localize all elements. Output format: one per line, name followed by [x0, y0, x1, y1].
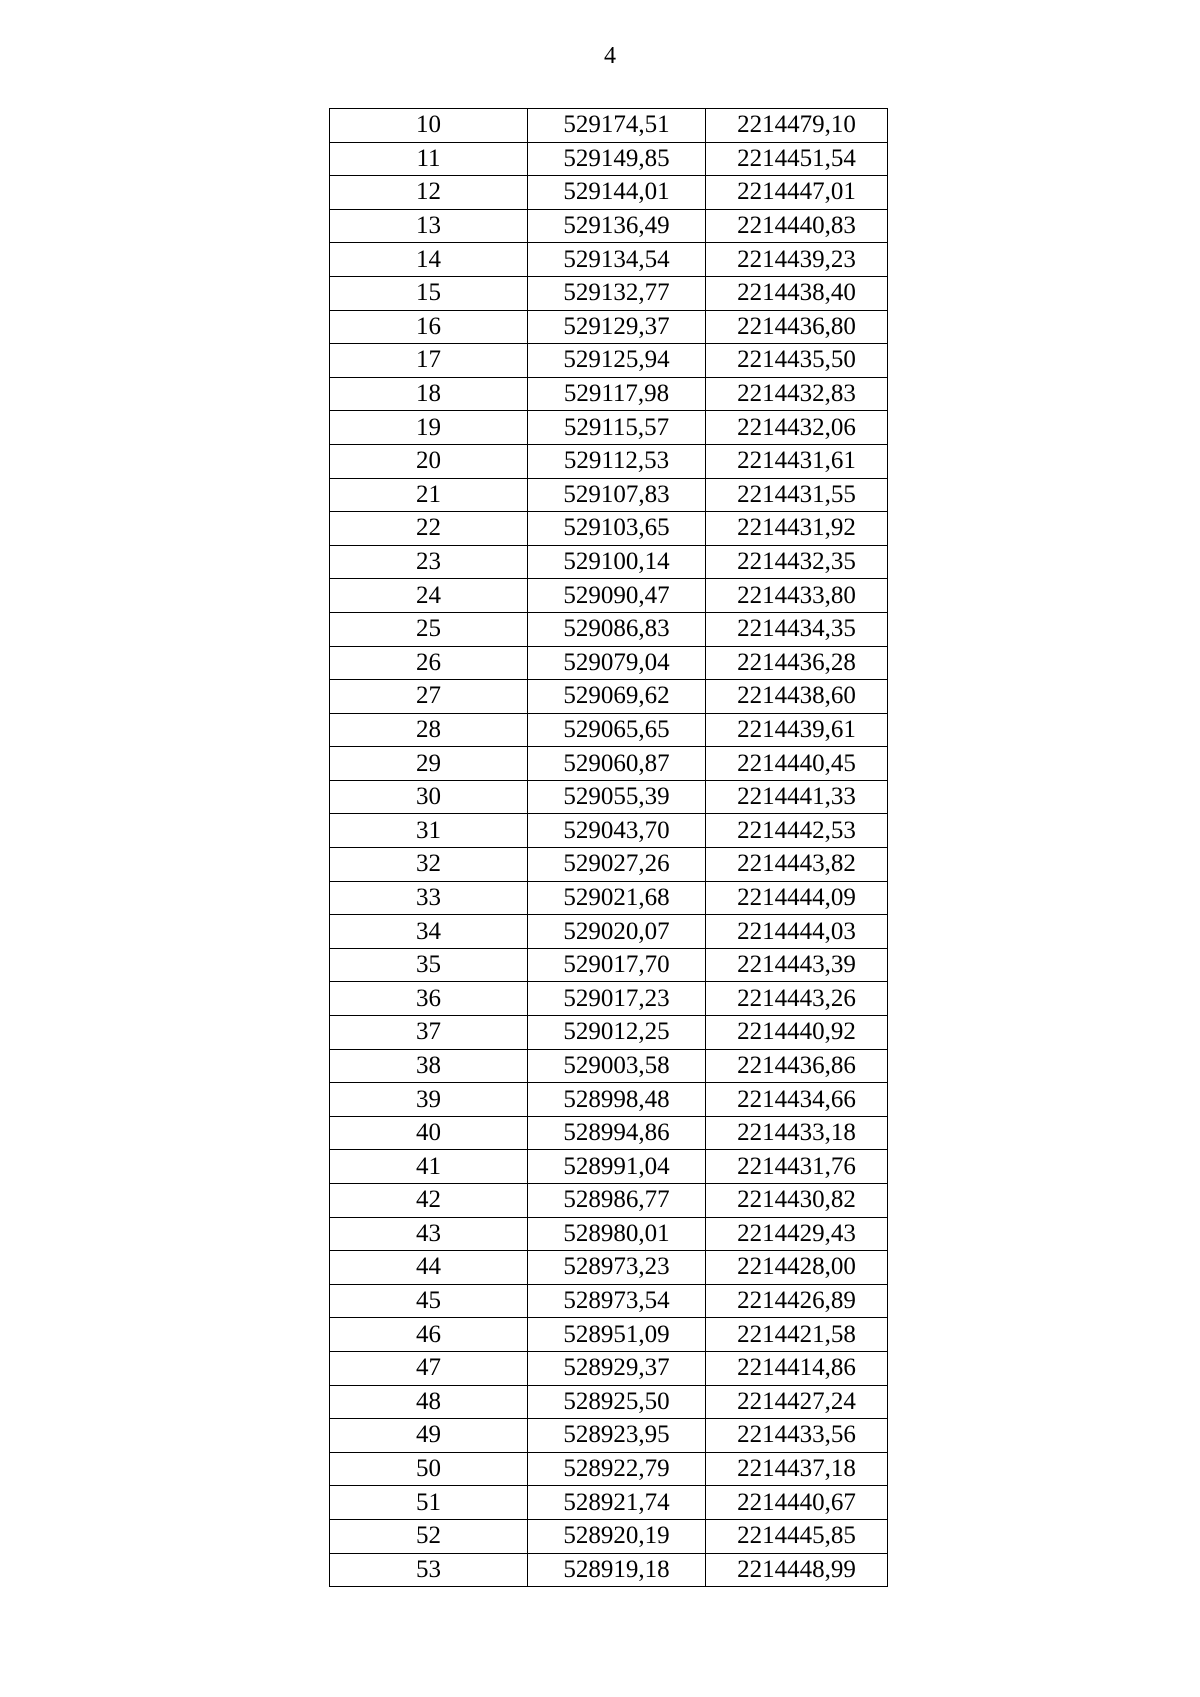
table-row: [330, 411, 888, 445]
point-number-cell: 51: [330, 1486, 528, 1520]
x-coordinate-cell: 529117,98: [528, 377, 706, 411]
point-number-cell: 21: [330, 478, 528, 512]
x-coordinate-cell: 529100,14: [528, 545, 706, 579]
y-coordinate-cell: 2214444,09: [706, 881, 888, 915]
table-row: [330, 1486, 888, 1520]
table-row: [330, 1251, 888, 1285]
table-row: [330, 377, 888, 411]
table-row: [330, 142, 888, 176]
point-number-cell: 41: [330, 1150, 528, 1184]
point-number-cell: 46: [330, 1318, 528, 1352]
y-coordinate-cell: 2214426,89: [706, 1284, 888, 1318]
y-coordinate-cell: 2214447,01: [706, 176, 888, 210]
y-coordinate-cell: 2214432,35: [706, 545, 888, 579]
y-coordinate-cell: 2214435,50: [706, 344, 888, 378]
y-coordinate-cell: 2214431,92: [706, 512, 888, 546]
point-number-cell: 20: [330, 444, 528, 478]
table-row: [330, 948, 888, 982]
table-row: [330, 1385, 888, 1419]
point-number-cell: 33: [330, 881, 528, 915]
coordinates-table: [329, 108, 888, 1587]
x-coordinate-cell: 528923,95: [528, 1419, 706, 1453]
y-coordinate-cell: 2214445,85: [706, 1519, 888, 1553]
y-coordinate-cell: 2214431,61: [706, 444, 888, 478]
point-number-cell: 44: [330, 1251, 528, 1285]
table-row: [330, 1284, 888, 1318]
y-coordinate-cell: 2214444,03: [706, 915, 888, 949]
y-coordinate-cell: 2214436,80: [706, 310, 888, 344]
table-row: [330, 1083, 888, 1117]
point-number-cell: 29: [330, 747, 528, 781]
table-row: [330, 1116, 888, 1150]
table-row: [330, 1049, 888, 1083]
table-row: [330, 579, 888, 613]
point-number-cell: 49: [330, 1419, 528, 1453]
x-coordinate-cell: 529103,65: [528, 512, 706, 546]
point-number-cell: 47: [330, 1351, 528, 1385]
point-number-cell: 31: [330, 814, 528, 848]
x-coordinate-cell: 528980,01: [528, 1217, 706, 1251]
x-coordinate-cell: 528920,19: [528, 1519, 706, 1553]
point-number-cell: 53: [330, 1553, 528, 1587]
point-number-cell: 15: [330, 276, 528, 310]
table-row: [330, 1553, 888, 1587]
x-coordinate-cell: 529107,83: [528, 478, 706, 512]
point-number-cell: 13: [330, 209, 528, 243]
table-row: [330, 713, 888, 747]
table-row: [330, 848, 888, 882]
y-coordinate-cell: 2214442,53: [706, 814, 888, 848]
table-row: [330, 176, 888, 210]
table-row: [330, 545, 888, 579]
y-coordinate-cell: 2214439,23: [706, 243, 888, 277]
point-number-cell: 10: [330, 109, 528, 143]
point-number-cell: 19: [330, 411, 528, 445]
y-coordinate-cell: 2214443,82: [706, 848, 888, 882]
x-coordinate-cell: 528929,37: [528, 1351, 706, 1385]
y-coordinate-cell: 2214440,83: [706, 209, 888, 243]
y-coordinate-cell: 2214427,24: [706, 1385, 888, 1419]
y-coordinate-cell: 2214451,54: [706, 142, 888, 176]
table-row: [330, 512, 888, 546]
table-row: [330, 814, 888, 848]
x-coordinate-cell: 529132,77: [528, 276, 706, 310]
y-coordinate-cell: 2214431,76: [706, 1150, 888, 1184]
y-coordinate-cell: 2214433,18: [706, 1116, 888, 1150]
x-coordinate-cell: 529115,57: [528, 411, 706, 445]
table-row: [330, 982, 888, 1016]
x-coordinate-cell: 529021,68: [528, 881, 706, 915]
x-coordinate-cell: 529144,01: [528, 176, 706, 210]
point-number-cell: 27: [330, 680, 528, 714]
point-number-cell: 43: [330, 1217, 528, 1251]
point-number-cell: 45: [330, 1284, 528, 1318]
y-coordinate-cell: 2214437,18: [706, 1452, 888, 1486]
y-coordinate-cell: 2214434,35: [706, 612, 888, 646]
point-number-cell: 17: [330, 344, 528, 378]
y-coordinate-cell: 2214414,86: [706, 1351, 888, 1385]
x-coordinate-cell: 529017,23: [528, 982, 706, 1016]
point-number-cell: 14: [330, 243, 528, 277]
y-coordinate-cell: 2214448,99: [706, 1553, 888, 1587]
x-coordinate-cell: 529136,49: [528, 209, 706, 243]
point-number-cell: 25: [330, 612, 528, 646]
y-coordinate-cell: 2214421,58: [706, 1318, 888, 1352]
table-row: [330, 1519, 888, 1553]
x-coordinate-cell: 529043,70: [528, 814, 706, 848]
table-row: [330, 209, 888, 243]
table-row: [330, 1217, 888, 1251]
point-number-cell: 42: [330, 1184, 528, 1218]
point-number-cell: 34: [330, 915, 528, 949]
point-number-cell: 23: [330, 545, 528, 579]
x-coordinate-cell: 529020,07: [528, 915, 706, 949]
table-row: [330, 444, 888, 478]
table-row: [330, 109, 888, 143]
y-coordinate-cell: 2214479,10: [706, 109, 888, 143]
x-coordinate-cell: 529086,83: [528, 612, 706, 646]
point-number-cell: 36: [330, 982, 528, 1016]
x-coordinate-cell: 528925,50: [528, 1385, 706, 1419]
table-row: [330, 780, 888, 814]
x-coordinate-cell: 529003,58: [528, 1049, 706, 1083]
point-number-cell: 40: [330, 1116, 528, 1150]
table-row: [330, 881, 888, 915]
y-coordinate-cell: 2214438,60: [706, 680, 888, 714]
x-coordinate-cell: 528986,77: [528, 1184, 706, 1218]
table-row: [330, 1318, 888, 1352]
x-coordinate-cell: 529112,53: [528, 444, 706, 478]
y-coordinate-cell: 2214430,82: [706, 1184, 888, 1218]
point-number-cell: 50: [330, 1452, 528, 1486]
table-row: [330, 747, 888, 781]
y-coordinate-cell: 2214432,06: [706, 411, 888, 445]
x-coordinate-cell: 529174,51: [528, 109, 706, 143]
x-coordinate-cell: 529027,26: [528, 848, 706, 882]
x-coordinate-cell: 528919,18: [528, 1553, 706, 1587]
y-coordinate-cell: 2214431,55: [706, 478, 888, 512]
point-number-cell: 39: [330, 1083, 528, 1117]
table-row: [330, 1452, 888, 1486]
point-number-cell: 48: [330, 1385, 528, 1419]
point-number-cell: 18: [330, 377, 528, 411]
point-number-cell: 52: [330, 1519, 528, 1553]
point-number-cell: 16: [330, 310, 528, 344]
point-number-cell: 24: [330, 579, 528, 613]
point-number-cell: 35: [330, 948, 528, 982]
table-row: [330, 646, 888, 680]
x-coordinate-cell: 529129,37: [528, 310, 706, 344]
x-coordinate-cell: 528921,74: [528, 1486, 706, 1520]
table-row: [330, 915, 888, 949]
point-number-cell: 38: [330, 1049, 528, 1083]
x-coordinate-cell: 529090,47: [528, 579, 706, 613]
y-coordinate-cell: 2214443,39: [706, 948, 888, 982]
page-number: 4: [604, 43, 616, 69]
y-coordinate-cell: 2214440,67: [706, 1486, 888, 1520]
table-row: [330, 1016, 888, 1050]
y-coordinate-cell: 2214436,28: [706, 646, 888, 680]
x-coordinate-cell: 528994,86: [528, 1116, 706, 1150]
y-coordinate-cell: 2214441,33: [706, 780, 888, 814]
y-coordinate-cell: 2214439,61: [706, 713, 888, 747]
table-row: [330, 276, 888, 310]
y-coordinate-cell: 2214428,00: [706, 1251, 888, 1285]
point-number-cell: 30: [330, 780, 528, 814]
y-coordinate-cell: 2214434,66: [706, 1083, 888, 1117]
x-coordinate-cell: 529125,94: [528, 344, 706, 378]
table-row: [330, 612, 888, 646]
y-coordinate-cell: 2214443,26: [706, 982, 888, 1016]
table-row: [330, 1150, 888, 1184]
table-row: [330, 344, 888, 378]
x-coordinate-cell: 528973,23: [528, 1251, 706, 1285]
y-coordinate-cell: 2214438,40: [706, 276, 888, 310]
y-coordinate-cell: 2214436,86: [706, 1049, 888, 1083]
y-coordinate-cell: 2214433,56: [706, 1419, 888, 1453]
x-coordinate-cell: 529055,39: [528, 780, 706, 814]
x-coordinate-cell: 528922,79: [528, 1452, 706, 1486]
table-row: [330, 680, 888, 714]
x-coordinate-cell: 528973,54: [528, 1284, 706, 1318]
x-coordinate-cell: 529065,65: [528, 713, 706, 747]
y-coordinate-cell: 2214440,45: [706, 747, 888, 781]
point-number-cell: 28: [330, 713, 528, 747]
table-row: [330, 1351, 888, 1385]
y-coordinate-cell: 2214433,80: [706, 579, 888, 613]
point-number-cell: 22: [330, 512, 528, 546]
table-row: [330, 243, 888, 277]
x-coordinate-cell: 528951,09: [528, 1318, 706, 1352]
y-coordinate-cell: 2214440,92: [706, 1016, 888, 1050]
coordinates-table-body: [330, 109, 888, 1587]
x-coordinate-cell: 529134,54: [528, 243, 706, 277]
x-coordinate-cell: 529069,62: [528, 680, 706, 714]
table-row: [330, 1184, 888, 1218]
x-coordinate-cell: 529012,25: [528, 1016, 706, 1050]
y-coordinate-cell: 2214432,83: [706, 377, 888, 411]
x-coordinate-cell: 529149,85: [528, 142, 706, 176]
table-row: [330, 310, 888, 344]
table-row: [330, 478, 888, 512]
x-coordinate-cell: 528991,04: [528, 1150, 706, 1184]
point-number-cell: 37: [330, 1016, 528, 1050]
y-coordinate-cell: 2214429,43: [706, 1217, 888, 1251]
point-number-cell: 32: [330, 848, 528, 882]
x-coordinate-cell: 529017,70: [528, 948, 706, 982]
point-number-cell: 26: [330, 646, 528, 680]
table-row: [330, 1419, 888, 1453]
x-coordinate-cell: 528998,48: [528, 1083, 706, 1117]
x-coordinate-cell: 529060,87: [528, 747, 706, 781]
x-coordinate-cell: 529079,04: [528, 646, 706, 680]
point-number-cell: 11: [330, 142, 528, 176]
point-number-cell: 12: [330, 176, 528, 210]
